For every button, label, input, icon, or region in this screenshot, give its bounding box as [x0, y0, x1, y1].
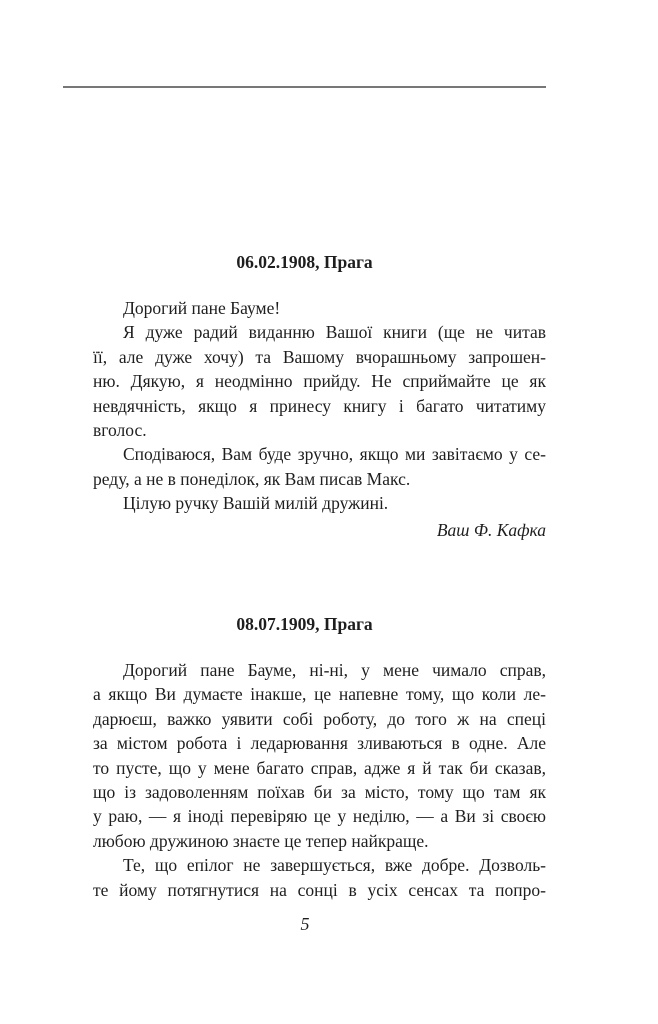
paragraph-body [63, 658, 546, 853]
letter-heading: 08.07.1909, Прага [236, 614, 373, 634]
paragraph-body [63, 442, 546, 491]
text-line: її, але дуже хочу) та Вашому вчорашньому запрошен- [93, 346, 546, 367]
text-line: а якщо Ви думаєте інакше, це напевне тому, що коли ле- [93, 684, 546, 705]
text-line: Цілую ручку Вашій милій дружині. [123, 493, 389, 514]
text-line: за містом робота і ледарювання зливаються в одне. Але [93, 733, 546, 754]
text-line: Сподіваюся, Вам буде зручно, якщо ми завітаємо у се- [123, 444, 546, 465]
text-line: вголос. [93, 420, 147, 441]
text-line: Дорогий пане Бауме, ні-ні, у мене чимало справ, [123, 660, 546, 680]
letter-1909 [63, 612, 546, 902]
text-line: що із задоволенням поїхав би за місто, тому що там як [93, 782, 546, 803]
letter-heading: 06.02.1908, Прага [236, 252, 373, 272]
paragraph-body [63, 320, 546, 442]
paragraph-closing [63, 491, 546, 515]
header-rule [63, 86, 546, 88]
text-line: любою дружиною знаєте це тепер найкраще. [93, 830, 429, 851]
text-line: у раю, — я іноді перевіряю це у неділю, — а Ви зі своєю [93, 806, 546, 827]
text-line: дарюєш, важко уявити собі роботу, до того ж на спеці [93, 708, 546, 729]
paragraph-body [63, 853, 546, 902]
text-line: Я дуже радий виданню Вашої книги (ще не читав [123, 322, 546, 343]
page-number: 5 [300, 914, 310, 934]
letter-1908 [63, 250, 546, 542]
text-line: те йому потягнутися на сонці в усіх сенсах та попро- [93, 879, 546, 900]
text-line: ню. Дякую, я неодмінно прийду. Не сприймайте це як [93, 371, 546, 392]
text-line: то пусте, що у мене багато справ, адже я й так би сказав, [93, 757, 546, 778]
signature: Ваш Ф. Кафка [436, 519, 546, 540]
text-line: Те, що епілог не завершується, вже добре. Дозволь- [123, 855, 546, 876]
text-line: Дорогий пане Бауме! [123, 298, 281, 318]
text-line: невдячність, якщо я принесу книгу і багато читатиму [93, 395, 546, 416]
text-line: реду, а не в понеділок, як Вам писав Макс. [93, 468, 411, 489]
paragraph-greeting [63, 296, 546, 320]
